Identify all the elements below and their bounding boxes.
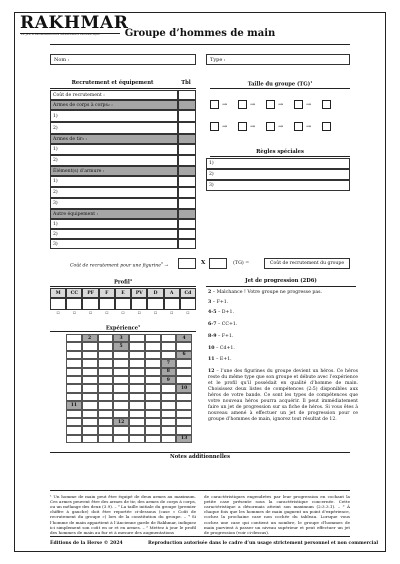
experience-cell[interactable]	[161, 410, 177, 418]
experience-cell[interactable]	[145, 368, 161, 376]
experience-cell[interactable]	[176, 393, 192, 401]
experience-cell[interactable]	[113, 368, 129, 376]
multiply-sign: X	[201, 260, 206, 266]
profile-max-checkbox[interactable]: ▫	[121, 310, 125, 316]
experience-cell[interactable]	[129, 418, 145, 426]
experience-cell[interactable]	[129, 384, 145, 392]
experience-cell[interactable]	[66, 418, 82, 426]
experience-cell[interactable]	[113, 359, 129, 367]
group-size-header: Taille du groupe (TG)$^1$	[247, 80, 313, 88]
other-row-3[interactable]: 3)	[50, 239, 178, 249]
experience-cell[interactable]	[145, 418, 161, 426]
name-field[interactable]	[50, 54, 196, 65]
profile-value-cell[interactable]	[164, 298, 180, 310]
experience-cell[interactable]	[98, 418, 114, 426]
experience-cell[interactable]	[66, 359, 82, 367]
experience-cell[interactable]	[145, 426, 161, 434]
experience-cell[interactable]	[82, 342, 98, 350]
experience-cell[interactable]	[82, 410, 98, 418]
footnotes-right: de caractéristiques engendrées par leur progression en cochant la petite case présente sous la caractéristique concernée. Cette caractéristique a désormais atteint son maximum (2:3.3.1). – ⁵ À chaque fois que les hommes de main gagnent un point d’expérience, cochez la prochaine case non cochée du tableau. Lorsque vous cochez une case qui contient un nombre, le groupe d’hommes de main parvient à passer un niveau supérieur et peut effectuer un jet de progression (voir ci-dessus).	[204, 494, 350, 535]
arrow-right-icon: →	[250, 122, 256, 130]
experience-cell[interactable]	[66, 342, 82, 350]
experience-cell[interactable]	[129, 342, 145, 350]
group-size-box[interactable]	[266, 100, 275, 109]
profile-max-checkbox[interactable]: ▫	[88, 310, 93, 316]
experience-level-cell[interactable]: 9	[161, 376, 177, 384]
experience-cell[interactable]	[176, 359, 192, 367]
profile-table	[50, 288, 196, 318]
arrow-right-icon: →	[278, 100, 284, 108]
melee-row-1[interactable]: 1)	[50, 110, 178, 122]
footer-license: Reproduction autorisée dans le cadre d’un usage strictement personnel et non commercial	[148, 541, 379, 546]
logo	[18, 13, 129, 38]
ranged-tbl-2[interactable]	[178, 155, 196, 166]
experience-cell[interactable]	[129, 435, 145, 443]
experience-cell[interactable]	[129, 393, 145, 401]
experience-cell[interactable]	[129, 401, 145, 409]
profile-value-cell[interactable]	[66, 298, 82, 310]
experience-cell[interactable]	[82, 384, 98, 392]
profile-value-cell[interactable]	[50, 298, 66, 310]
experience-cell[interactable]	[161, 351, 177, 359]
experience-cell[interactable]	[113, 393, 129, 401]
experience-level-cell[interactable]: 7	[161, 359, 177, 367]
experience-cell[interactable]	[66, 435, 82, 443]
experience-cell[interactable]	[98, 334, 114, 342]
progression-line-3: 3 – F+1.	[208, 300, 229, 305]
experience-cell[interactable]	[161, 384, 177, 392]
logo-tagline: LE JEU D'ESCARMOUCHES MÉDIÉVALES FANTASTIQUE	[21, 33, 101, 36]
experience-cell[interactable]	[98, 368, 114, 376]
experience-cell[interactable]	[176, 342, 192, 350]
experience-cell[interactable]	[145, 334, 161, 342]
experience-cell[interactable]	[98, 426, 114, 434]
footnotes-left: ¹ Un homme de main peut être équipé de deux armes au maximum. Ces armes peuvent être des armes de tir, des armes de corps à corps, ou un mélange des deux (3.9). – ³ La taille initiale du groupe (premier chiffre à gauche) doit être reportée ci-dessous (case « Coût de recrutement du groupe ») lors de la constitution du groupe. – ⁴ Si l’homme de main appartient à l’Ancienne garde de Rakhmar, indiquez ici simplement son coût en or et en armes. – ⁵ Mettez à jour le profil des hommes de main au fur et à mesure des augmentations	[50, 494, 196, 535]
experience-cell[interactable]	[145, 393, 161, 401]
experience-level-cell[interactable]: 5	[113, 342, 129, 350]
name-label: Nom :	[54, 57, 70, 63]
profile-value-cell[interactable]	[180, 298, 196, 310]
melee-tbl-2[interactable]	[178, 122, 196, 134]
experience-cell[interactable]	[82, 418, 98, 426]
profile-max-checkbox[interactable]: ▫	[56, 310, 60, 316]
special-rule-1[interactable]: 1)	[206, 158, 350, 169]
profile-value-cell[interactable]	[147, 298, 163, 310]
group-size-box[interactable]	[294, 122, 303, 131]
ranged-header-row: Armes de tir 3 :	[50, 134, 178, 144]
experience-cell[interactable]	[98, 384, 114, 392]
experience-cell[interactable]	[66, 376, 82, 384]
page-title: Groupe d’hommes de main	[124, 28, 276, 39]
experience-cell[interactable]	[161, 401, 177, 409]
profile-col-header: A	[164, 288, 180, 298]
experience-cell[interactable]	[113, 410, 129, 418]
experience-cell[interactable]	[113, 351, 129, 359]
experience-cell[interactable]	[176, 418, 192, 426]
experience-level-cell[interactable]: 11	[66, 401, 82, 409]
other-tbl-3[interactable]	[178, 239, 196, 249]
experience-cell[interactable]	[129, 426, 145, 434]
group-size-box[interactable]	[238, 122, 247, 131]
arrow-right-icon: →	[222, 122, 228, 130]
experience-cell[interactable]	[66, 410, 82, 418]
profile-value-cell[interactable]	[115, 298, 131, 310]
group-total-field[interactable]	[264, 258, 350, 269]
progression-line-10: 10 – Cd+1.	[208, 346, 235, 351]
other-tbl-1[interactable]	[178, 219, 196, 229]
profile-header: Profil$^4$	[114, 278, 132, 286]
other-row-1[interactable]: 1)	[50, 219, 178, 229]
experience-header: Expérience$^5$	[105, 324, 141, 332]
experience-cell[interactable]	[98, 435, 114, 443]
other-label: Autre équipement :	[53, 211, 99, 217]
type-field[interactable]	[206, 54, 350, 65]
experience-cell[interactable]	[129, 376, 145, 384]
group-size-box[interactable]	[210, 122, 219, 131]
experience-cell[interactable]	[82, 376, 98, 384]
group-size-box[interactable]	[294, 100, 303, 109]
group-size-box[interactable]	[322, 100, 331, 109]
profile-col-header: F	[99, 288, 115, 298]
group-size-box[interactable]	[238, 100, 247, 109]
type-label: Type :	[210, 57, 226, 63]
armor-header-row	[50, 166, 178, 176]
experience-level-cell[interactable]: 10	[176, 384, 192, 392]
cost-row[interactable]	[50, 90, 178, 100]
experience-cell[interactable]	[66, 334, 82, 342]
arrow-right-icon: →	[278, 122, 284, 130]
melee-header-row: Armes de corps à corps 2 :	[50, 100, 178, 110]
melee-label: Armes de corps à corps	[53, 102, 108, 108]
cost-tbl-cell[interactable]	[178, 90, 196, 100]
notes-header: Notes additionnelles	[169, 454, 231, 460]
experience-level-cell[interactable]: 2	[82, 334, 98, 342]
arrow-right-icon: →	[306, 122, 312, 130]
experience-cell[interactable]	[66, 384, 82, 392]
experience-cell[interactable]	[161, 418, 177, 426]
progression-line-4-5: 4-5 – D+1.	[208, 310, 234, 315]
experience-cell[interactable]	[161, 334, 177, 342]
profile-max-checkbox[interactable]: ▫	[72, 310, 77, 316]
armor-row-3[interactable]: 3)	[50, 198, 178, 209]
group-total-label: Coût de recrutement du groupe	[269, 261, 345, 266]
experience-cell[interactable]	[113, 401, 129, 409]
other-header-tbl	[178, 209, 196, 219]
armor-header-tbl	[178, 166, 196, 176]
progression-line-6-7: 6-7 – CC+1.	[208, 322, 238, 327]
experience-cell[interactable]	[161, 393, 177, 401]
experience-level-cell[interactable]: 6	[176, 351, 192, 359]
experience-cell[interactable]	[98, 401, 114, 409]
unit-cost-label: Coût de recrutement pour une figurine$^5$ →	[70, 261, 169, 269]
profile-col-header: PF	[82, 288, 98, 298]
experience-grid	[66, 334, 192, 444]
recruitment-header: Recrutement et équipement	[71, 80, 154, 86]
experience-cell[interactable]	[145, 401, 161, 409]
notes-area[interactable]	[50, 464, 350, 490]
ranged-row-1[interactable]: 1)	[50, 144, 178, 155]
experience-cell[interactable]	[82, 435, 98, 443]
experience-cell[interactable]	[129, 410, 145, 418]
melee-tbl-1[interactable]	[178, 110, 196, 122]
experience-cell[interactable]	[161, 342, 177, 350]
experience-cell[interactable]	[82, 401, 98, 409]
experience-cell[interactable]	[98, 351, 114, 359]
progression-line-8-9: 8-9 – F+1.	[208, 334, 234, 339]
special-rule-3[interactable]: 3)	[206, 180, 350, 191]
experience-cell[interactable]	[161, 435, 177, 443]
experience-cell[interactable]	[176, 426, 192, 434]
experience-cell[interactable]	[66, 351, 82, 359]
experience-cell[interactable]	[98, 410, 114, 418]
group-size-box[interactable]	[210, 100, 219, 109]
melee-row-2[interactable]: 2)	[50, 122, 178, 134]
experience-cell[interactable]	[145, 435, 161, 443]
tg-equals-label: (TG) =	[233, 261, 250, 266]
profile-value-cell[interactable]	[131, 298, 147, 310]
profile-max-checkbox[interactable]: ▫	[169, 310, 174, 316]
experience-cell[interactable]	[161, 426, 177, 434]
experience-cell[interactable]	[129, 359, 145, 367]
experience-cell[interactable]	[145, 351, 161, 359]
other-row-2[interactable]: 2)	[50, 229, 178, 239]
armor-tbl-1[interactable]	[178, 176, 196, 187]
armor-row-1[interactable]: 1)	[50, 176, 178, 187]
experience-cell[interactable]	[82, 426, 98, 434]
experience-cell[interactable]	[82, 351, 98, 359]
experience-cell[interactable]	[113, 426, 129, 434]
experience-level-cell[interactable]: 8	[161, 368, 177, 376]
profile-col-header: E	[115, 288, 131, 298]
ranged-tbl-1[interactable]	[178, 144, 196, 155]
arrow-right-icon: →	[306, 100, 312, 108]
experience-level-cell[interactable]: 12	[113, 418, 129, 426]
progression-line-2: 2 – Malchance ! Votre groupe ne progresse pas.	[208, 290, 323, 295]
experience-cell[interactable]	[129, 334, 145, 342]
experience-cell[interactable]	[176, 368, 192, 376]
progression-header: Jet de progression (2D6)	[245, 278, 317, 284]
experience-cell[interactable]	[98, 359, 114, 367]
experience-cell[interactable]	[98, 342, 114, 350]
special-rule-2[interactable]: 2)	[206, 169, 350, 180]
tbl-header: Tbl	[181, 80, 191, 86]
ranged-label: Armes de tir	[53, 136, 83, 142]
experience-level-cell[interactable]: 13	[176, 435, 192, 443]
experience-cell[interactable]	[66, 368, 82, 376]
progression-line-12: 12 – l’une des figurines du groupe devient un héros. Ce héros reste du même type que son groupe et débute avec l’expérience et le profil qu’il possédait en qualité d’homme de main. Choisissez deux listes de compétences (2:5) disponibles aux héros de votre bande. Ce sont les types de compétences que votre nouveau héros pourra acquérir. Il peut immédiatement faire un jet de progression sur sa fiche de héros. Si vous êtes à nouveau amené à effectuer un jet de progression pour ce groupe d’hommes de main, ignorez tout résultat de 12.	[208, 369, 358, 422]
profile-value-cell[interactable]	[99, 298, 115, 310]
other-header-row	[50, 209, 178, 219]
group-size-box[interactable]	[322, 122, 331, 131]
progression-line-11: 11 – E+1.	[208, 357, 232, 362]
experience-cell[interactable]	[98, 376, 114, 384]
experience-cell[interactable]	[145, 410, 161, 418]
group-size-box[interactable]	[266, 122, 275, 131]
arrow-right-icon: →	[222, 100, 228, 108]
experience-cell[interactable]	[113, 384, 129, 392]
experience-cell[interactable]	[145, 376, 161, 384]
ranged-row-2[interactable]: 2)	[50, 155, 178, 166]
profile-col-header: M	[50, 288, 66, 298]
experience-cell[interactable]	[98, 393, 114, 401]
group-size-tracker	[210, 100, 350, 134]
unit-cost-field[interactable]	[178, 258, 196, 269]
profile-col-header: PV	[131, 288, 147, 298]
experience-level-cell[interactable]: 4	[176, 334, 192, 342]
experience-cell[interactable]	[176, 376, 192, 384]
experience-cell[interactable]	[176, 401, 192, 409]
experience-cell[interactable]	[82, 359, 98, 367]
experience-cell[interactable]	[145, 384, 161, 392]
profile-col-header: CC	[66, 288, 82, 298]
experience-cell[interactable]	[145, 342, 161, 350]
experience-cell[interactable]	[176, 410, 192, 418]
logo-text: RAKHMAR	[20, 13, 129, 33]
cost-label: Coût de recrutement :	[53, 92, 105, 98]
profile-value-cell[interactable]	[82, 298, 98, 310]
profile-max-checkbox[interactable]: ▫	[186, 310, 190, 316]
other-tbl-2[interactable]	[178, 229, 196, 239]
special-rules-header: Règles spéciales	[256, 149, 304, 155]
armor-tbl-2[interactable]	[178, 187, 196, 198]
experience-cell[interactable]	[82, 393, 98, 401]
profile-max-checkbox[interactable]: ▫	[137, 310, 141, 316]
experience-level-cell[interactable]: 3	[113, 334, 129, 342]
tg-field[interactable]	[209, 258, 227, 269]
experience-cell[interactable]	[113, 376, 129, 384]
recruitment-table	[50, 90, 196, 250]
armor-label: Élément(s) d’armure :	[53, 168, 105, 174]
profile-col-header: D	[147, 288, 163, 298]
experience-cell[interactable]	[82, 368, 98, 376]
experience-cell[interactable]	[145, 359, 161, 367]
experience-cell[interactable]	[66, 426, 82, 434]
melee-header-tbl	[178, 100, 196, 110]
experience-cell[interactable]	[66, 393, 82, 401]
ranged-header-tbl	[178, 134, 196, 144]
experience-cell[interactable]	[129, 351, 145, 359]
experience-cell[interactable]	[129, 368, 145, 376]
profile-max-checkbox[interactable]: ▫	[153, 310, 158, 316]
footer-publisher: Éditions de la Herse © 2024	[50, 541, 123, 546]
profile-col-header: Cd	[180, 288, 196, 298]
armor-tbl-3[interactable]	[178, 198, 196, 209]
profile-max-checkbox[interactable]: ▫	[105, 310, 109, 316]
arrow-right-icon: →	[250, 100, 256, 108]
armor-row-2[interactable]: 2)	[50, 187, 178, 198]
experience-cell[interactable]	[113, 435, 129, 443]
